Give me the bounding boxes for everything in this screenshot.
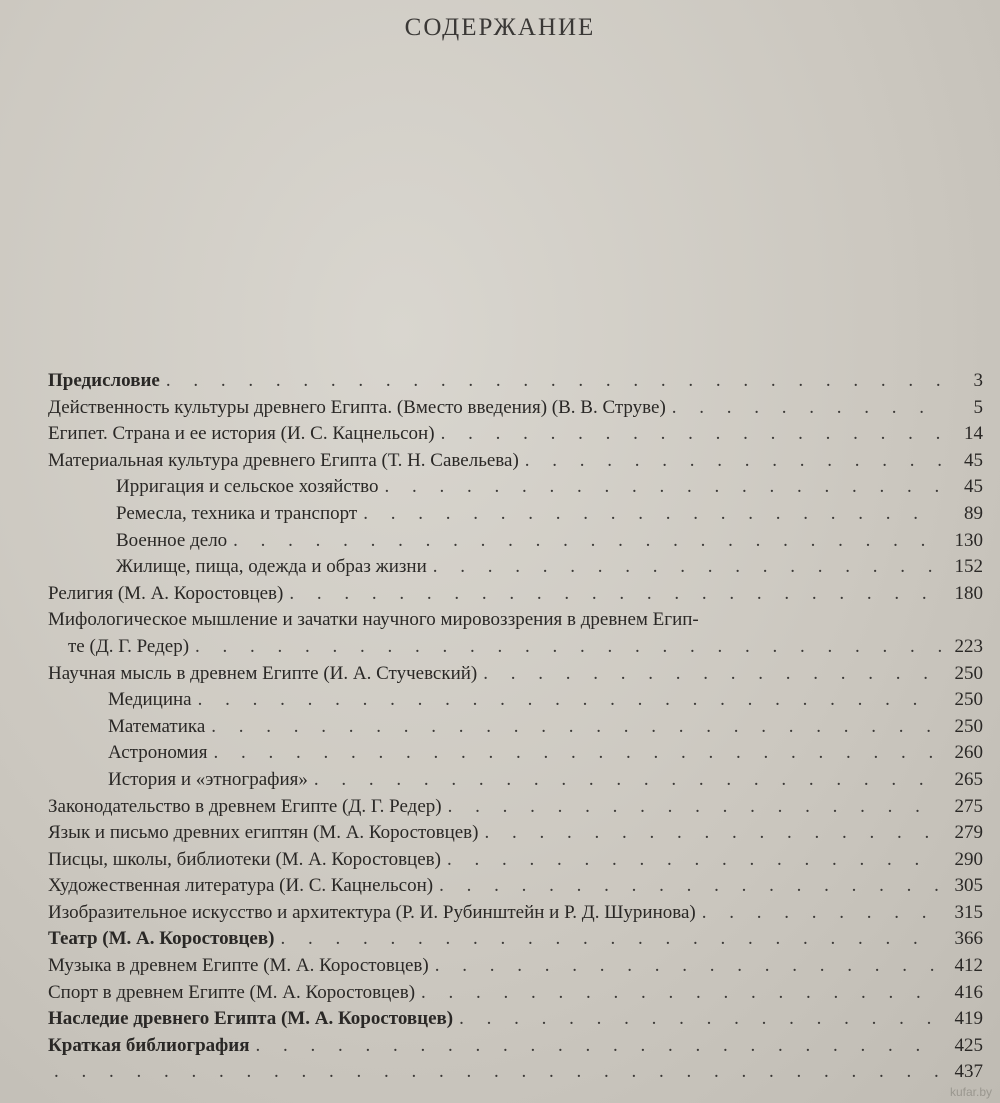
toc-entry [48,873,983,900]
entry-title: Ирригация и сельское хозяйство [116,476,379,498]
toc-entry [48,820,983,847]
watermark: kufar.by [949,1085,992,1099]
leader-dots [195,634,941,661]
toc-entry [48,421,983,448]
page-number: 412 [954,955,983,977]
entry-title-line1: Мифологическое мышление и зачатки научного мировоззрения в древнем Егип- [48,609,699,631]
page-number: 14 [964,423,983,445]
page-number: 250 [954,662,983,684]
entry-title: Музыка в древнем Египте (М. А. Коростовцев) [48,955,429,977]
entry-title: Спорт в древнем Египте (М. А. Коростовцев) [48,981,416,1003]
page-number: 45 [964,476,983,498]
page-number: 419 [954,1008,983,1030]
entry-title: История и «этнография» [108,768,308,790]
leader-dots [384,474,941,501]
leader-dots [233,528,941,555]
toc-entry [48,661,983,688]
leader-dots [459,1006,941,1033]
leader-dots [441,421,941,448]
toc-subentry [48,767,983,794]
toc-entry [48,1033,983,1060]
page-number: 260 [954,742,983,764]
entry-title: Материальная культура древнего Египта (Т. Н. Савельева) [48,449,519,471]
entry-title: Театр (М. А. Коростовцев) [48,928,275,950]
leader-dots [525,448,941,475]
leader-dots [280,926,941,953]
page-number: 5 [973,396,983,418]
page-number: 290 [954,848,983,870]
page-number: 130 [954,529,983,551]
entry-title: Ремесла, техника и транспорт [116,502,358,524]
page-number: 152 [954,556,983,578]
leader-dots [448,794,941,821]
page-title: СОДЕРЖАНИЕ [404,14,596,41]
leader-dots [483,661,941,688]
entry-title: Астрономия [108,742,208,764]
entry-title: Действенность культуры древнего Египта. (Вместо введения) (В. В. Струве) [48,396,666,418]
page-number: 250 [954,689,983,711]
toc-entry [48,448,983,475]
page-number: 305 [954,875,983,897]
page-number: 279 [954,822,983,844]
toc-subentry [48,501,983,528]
page-number: 250 [954,715,983,737]
entry-title: Наследие древнего Египта (М. А. Коростовцев) [48,1008,454,1030]
toc-entry [48,1059,983,1086]
entry-title: Жилище, пища, одежда и образ жизни [116,556,427,578]
toc-entry [48,926,983,953]
page-number: 45 [964,449,983,471]
entry-title: Законодательство в древнем Египте (Д. Г. Редер) [48,795,442,817]
page-number: 425 [954,1034,983,1056]
toc-subentry [48,687,983,714]
toc-entry [48,847,983,874]
leader-dots [211,714,941,741]
toc-entry [48,581,983,608]
entry-title: Писцы, школы, библиотеки (М. А. Коростовцев) [48,848,441,870]
toc-subentry [48,554,983,581]
leader-dots [54,1059,941,1086]
toc-entry-line2 [48,634,983,661]
page-number: 223 [954,635,983,657]
toc-entry [48,395,983,422]
leader-dots [672,395,941,422]
entry-title-line2: те (Д. Г. Редер) [68,635,190,657]
leader-dots [213,740,941,767]
entry-title: Язык и письмо древних египтян (М. А. Коростовцев) [48,822,479,844]
leader-dots [363,501,941,528]
toc-entry [48,1006,983,1033]
toc-entry-line1 [48,607,983,634]
toc-entry [48,794,983,821]
entry-title: Краткая библиография [48,1034,250,1056]
entry-title: Научная мысль в древнем Египте (И. А. Стучевский) [48,662,478,684]
page-number: 437 [954,1061,983,1083]
entry-title: Военное дело [116,529,228,551]
leader-dots [256,1033,941,1060]
toc-entry [48,980,983,1007]
leader-dots [198,687,941,714]
page-number: 3 [973,370,983,391]
leader-dots [447,847,941,874]
page-number: 315 [954,901,983,923]
leader-dots [435,953,941,980]
entry-title: Художественная литература (И. С. Кацнельсон) [48,875,434,897]
entry-title: Предисловие [48,370,160,391]
page-number: 265 [954,768,983,790]
leader-dots [702,900,941,927]
leader-dots [421,980,941,1007]
entry-title: Медицина [108,689,192,711]
toc-entry [48,953,983,980]
toc-entry [48,900,983,927]
leader-dots [439,873,941,900]
toc-subentry [48,474,983,501]
leader-dots [484,820,941,847]
page-number: 180 [954,582,983,604]
leader-dots [314,767,941,794]
leader-dots [433,554,941,581]
entry-title: Религия (М. А. Коростовцев) [48,582,284,604]
page-number: 416 [954,981,983,1003]
leader-dots [289,581,941,608]
page-number: 366 [954,928,983,950]
entry-title: Математика [108,715,206,737]
entry-title: Египет. Страна и ее история (И. С. Кацнельсон) [48,423,435,445]
page-number: 275 [954,795,983,817]
leader-dots [166,368,941,395]
table-of-contents [48,368,983,1086]
toc-subentry [48,740,983,767]
page-number: 89 [964,502,983,524]
toc-entry [48,368,983,395]
toc-subentry [48,714,983,741]
toc-subentry [48,528,983,555]
entry-title: Изобразительное искусство и архитектура (Р. И. Рубинштейн и Р. Д. Шуринова) [48,901,696,923]
